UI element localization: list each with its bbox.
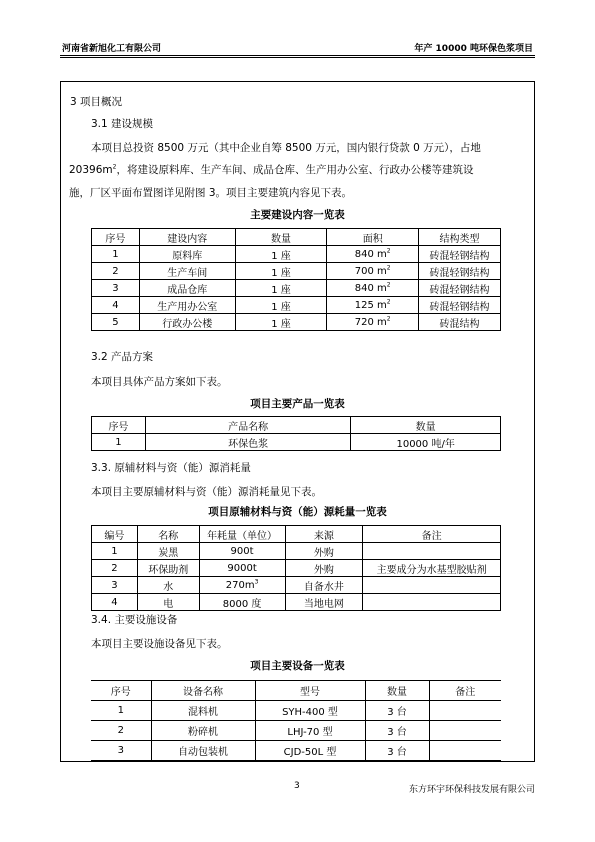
column-header: 名称 [137,526,199,543]
paragraph-line: 本项目具体产品方案如下表。 [91,376,228,388]
column-header: 年耗量（单位） [199,526,285,543]
table-row: 1 炭黑 900t 外购 [92,543,501,560]
subsection-3-1-title: 3.1 建设规模 [91,118,154,130]
table-row: 2 环保助剂 9000t 外购 主要成分为水基型胶贴剂 [92,560,501,577]
table-row: 4 生产用办公室 1 座 125 $m^2$ 砖混轻钢结构 [92,297,501,314]
subsection-3-2-title: 3.2 产品方案 [91,351,154,363]
column-header: 面积 [327,229,419,246]
section-title: 3 项目概况 [70,96,123,108]
column-header: 产品名称 [145,417,350,434]
table-row: 4 电 8000 度 当地电网 [92,594,501,611]
column-header: 数量 [351,417,501,434]
column-header: 结构类型 [419,229,501,246]
column-header: 备注 [429,681,501,701]
table-caption: 主要建设内容一览表 [250,209,345,221]
buildings-table [91,228,501,331]
materials-table [91,525,501,611]
table-row: 3 水 $270m^3$ 自备水井 [92,577,501,594]
paragraph-line: 施，厂区平面布置图详见附图 3。项目主要建筑内容见下表。 [69,187,353,199]
table-row: 1 原料库 1 座 840 $m^2$ 砖混轻钢结构 [92,246,501,263]
table-row: 1 混料机 SYH-400 型 3 台 [91,701,501,721]
column-header: 序号 [92,417,146,434]
column-header: 编号 [92,526,138,543]
paragraph-line: 本项目主要原辅材料与资（能）源消耗量见下表。 [91,486,322,498]
table-caption: 项目主要设备一览表 [250,660,345,672]
table-row: 3 自动包装机 CJD-50L 型 3 台 [91,741,501,761]
column-header: 数量 [235,229,327,246]
table-caption: 项目原辅材料与资（能）源耗量一览表 [208,506,387,518]
paragraph-line: 本项目主要设施设备见下表。 [91,638,228,650]
paragraph-line: $20396m^2$，将建设原料库、生产车间、成品仓库、生产用办公室、行政办公楼等建筑设 [69,163,474,176]
page-number: 3 [294,781,300,791]
header-company: 河南省新旭化工有限公司 [62,44,162,54]
table-caption: 项目主要产品一览表 [250,398,345,410]
column-header: 序号 [92,229,140,246]
subsection-3-3-title: 3.3. 原辅材料与资（能）源消耗量 [91,462,251,474]
products-table [91,416,501,451]
table-row: 3 成品仓库 1 座 840 $m^2$ 砖混轻钢结构 [92,280,501,297]
column-header: 设备名称 [151,681,255,701]
header-project: 年产 10000 吨环保色浆项目 [414,44,533,54]
column-header: 型号 [255,681,365,701]
table-row: 1 环保色浆 10000 吨/年 [92,434,501,451]
paragraph-line: 本项目总投资 8500 万元（其中企业自筹 8500 万元，国内银行贷款 0 万元），占地 [91,142,481,154]
column-header: 数量 [365,681,429,701]
column-header: 备注 [363,526,501,543]
column-header: 序号 [91,681,151,701]
header-rule [60,55,535,58]
table-row: 5 行政办公楼 1 座 720 $m^2$ 砖混结构 [92,314,501,331]
column-header: 来源 [285,526,363,543]
subsection-3-4-title: 3.4. 主要设施设备 [91,614,178,626]
equipment-table [91,680,501,761]
table-row: 2 生产车间 1 座 700 $m^2$ 砖混轻钢结构 [92,263,501,280]
table-row: 2 粉碎机 LHJ-70 型 3 台 [91,721,501,741]
footer-company: 东方环宇环保科技发展有限公司 [408,785,535,795]
column-header: 建设内容 [139,229,235,246]
content-frame [60,81,535,762]
